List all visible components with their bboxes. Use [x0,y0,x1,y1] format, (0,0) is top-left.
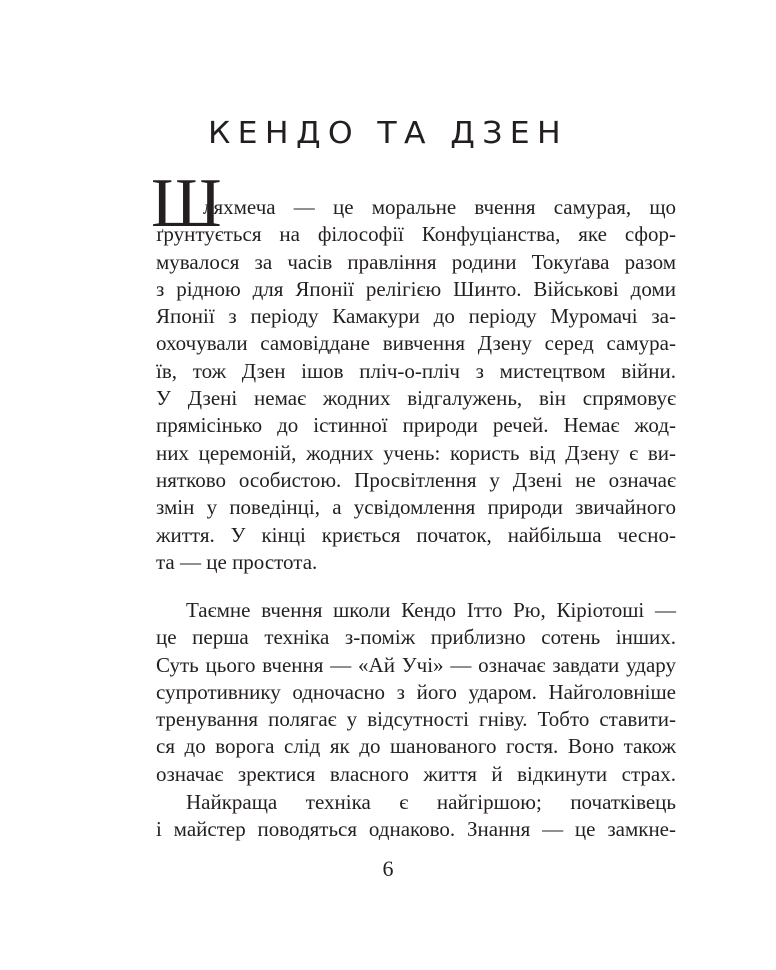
chapter-title: КЕНДО ТА ДЗЕН [207,116,569,151]
text-line: їв, тож Дзен ішов пліч-о-пліч з мистецтвом війни. [156,358,676,383]
text-line: змін у поведінці, а усвідомлення природи звичайного [156,495,676,520]
text-line: Японії з періоду Камакури до періоду Муромачі за- [156,304,676,329]
text-line: життя. У кінці криється початок, найбільша чесно- [156,522,676,547]
paragraph-2 [156,597,676,788]
text-line: супротивнику одночасно з його ударом. Найголовніше [156,679,676,704]
text-line: тренування полягає у відсутності гніву. Тобто ставити- [156,707,676,732]
text-line: ся до ворога слід як до шанованого гостя. Воно також [156,734,676,759]
text-line: них церемоній, жодних учень: користь від Дзену є ви- [156,440,676,465]
text-line: У Дзені немає жодних відгалужень, він спрямовує [156,386,676,411]
page-number: 6 [382,856,394,881]
text-line: Таємне вчення школи Кендо Ітто Рю, Кіріотоші — [186,598,676,622]
text-line: нятково особистою. Просвітлення у Дзені не означає [156,467,676,492]
text-line: означає зректися власного життя й відкинути страх. [156,761,676,786]
text-line: охочували самовіддане вивчення Дзену серед самура- [156,331,676,356]
text-line: та — це простота. [156,549,318,574]
text-line: мувалося за часів правління родини Токуґава разом [156,249,676,274]
text-line: це перша техніка з-поміж приблизно сотень інших. [156,625,676,650]
text-line: і майстер поводяться однаково. Знання — це замкне- [156,817,676,842]
paragraph-1 [156,194,676,576]
text-line: прямісінько до істинної природи речей. Немає жод- [156,413,676,438]
text-line: з рідною для Японії релігією Шинто. Військові доми [156,276,676,301]
paragraph-3 [156,789,676,844]
text-line: ґрунтується на філософії Конфуціанства, яке сфор- [156,222,676,247]
text-line: Суть цього вчення — «Ай Учі» — означає завдати удару [156,652,676,677]
text-line: Найкраща техніка є найгіршою; початківець [186,790,676,814]
text-line: ляхмеча — це моральне вчення самурая, що [203,195,676,219]
drop-cap: Ш [151,165,222,242]
